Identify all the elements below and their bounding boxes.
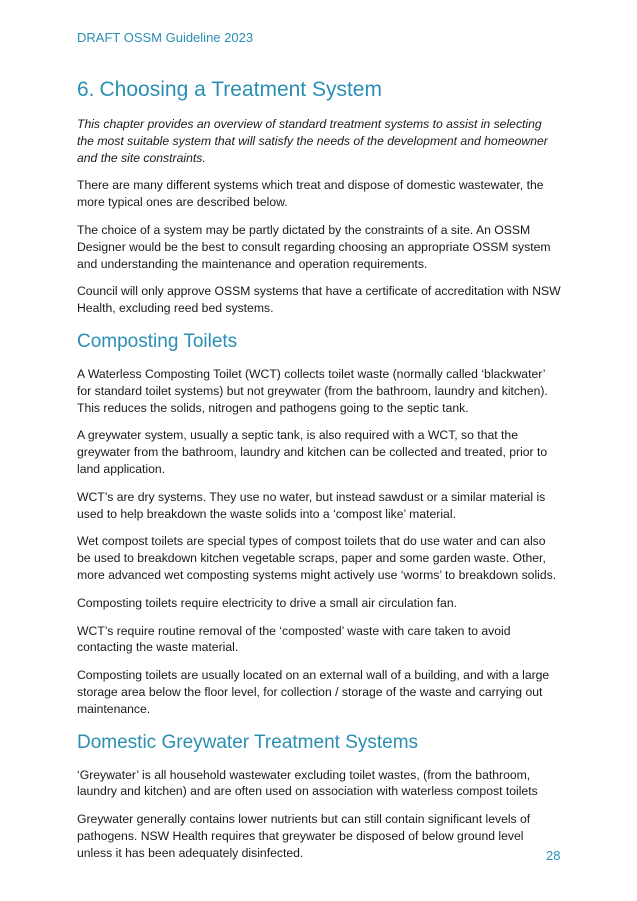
greywater-heading: Domestic Greywater Treatment Systems bbox=[77, 731, 419, 753]
composting-paragraph: Wet compost toilets are special types of compost toilets that do use water and can also be used to breakdown kitchen vegetable scraps, paper and some garden waste. Other, more advanced wet composting systems might actively use ‘worms’ to breakdown solids. bbox=[77, 534, 557, 582]
chapter-paragraph: There are many different systems which treat and dispose of domestic wastewater, the more typical ones are described below. bbox=[77, 178, 544, 210]
composting-heading: Composting Toilets bbox=[77, 330, 238, 352]
chapter-paragraph: The choice of a system may be partly dictated by the constraints of a site. An OSSM Designer would be the best to consult regarding choosing an appropriate OSSM system and understanding the maintenance and operation requirements. bbox=[77, 222, 551, 271]
chapter-intro: This chapter provides an overview of standard treatment systems to assist in selecting the most suitable system that will satisfy the needs of the development and homeowner and the site constraints. bbox=[77, 117, 548, 165]
chapter-paragraph: Council will only approve OSSM systems that have a certificate of accreditation with NSW Health, excluding reed bed systems. bbox=[77, 284, 561, 316]
composting-paragraph: WCT’s are dry systems. They use no water, but instead sawdust or a similar material is used to help breakdown the waste solids into a ‘compost like’ material. bbox=[77, 489, 546, 521]
chapter-number: 6. bbox=[77, 78, 95, 101]
composting-paragraph: A greywater system, usually a septic tank, is also required with a WCT, so that the greywater from the bathroom, laundry and kitchen can be collected and treated, prior to land application. bbox=[77, 428, 548, 476]
composting-paragraph: Composting toilets require electricity to drive a small air circulation fan. bbox=[77, 595, 457, 610]
composting-paragraph: Composting toilets are usually located on an external wall of a building, and with a large storage area below the floor level, for collection / storage of the waste and carrying out maintenance. bbox=[77, 668, 550, 716]
composting-paragraph: WCT’s require routine removal of the ‘composted’ waste with care taken to avoid contacting the waste material. bbox=[77, 623, 511, 655]
greywater-paragraph: Greywater generally contains lower nutrients but can still contain significant levels of pathogens. NSW Health requires that greywater be disposed of below ground level unless it has been adequately disinfected. bbox=[77, 812, 531, 860]
chapter-title-text: Choosing a Treatment System bbox=[99, 78, 382, 101]
running-header: DRAFT OSSM Guideline 2023 bbox=[77, 30, 254, 45]
page-number: 28 bbox=[546, 848, 561, 863]
chapter-title bbox=[77, 78, 562, 102]
page-content bbox=[77, 78, 562, 873]
composting-paragraph: A Waterless Composting Toilet (WCT) collects toilet waste (normally called ‘blackwater’ for standard toilet systems) but not greywater (from the bathroom, laundry and kitchen). This reduces the solids, nitrogen and pathogens going to the septic tank. bbox=[77, 366, 548, 415]
greywater-paragraph: ‘Greywater’ is all household wastewater excluding toilet wastes, (from the bathroom, laundry and kitchen) and are often used on association with waterless compost toilets bbox=[77, 767, 538, 799]
